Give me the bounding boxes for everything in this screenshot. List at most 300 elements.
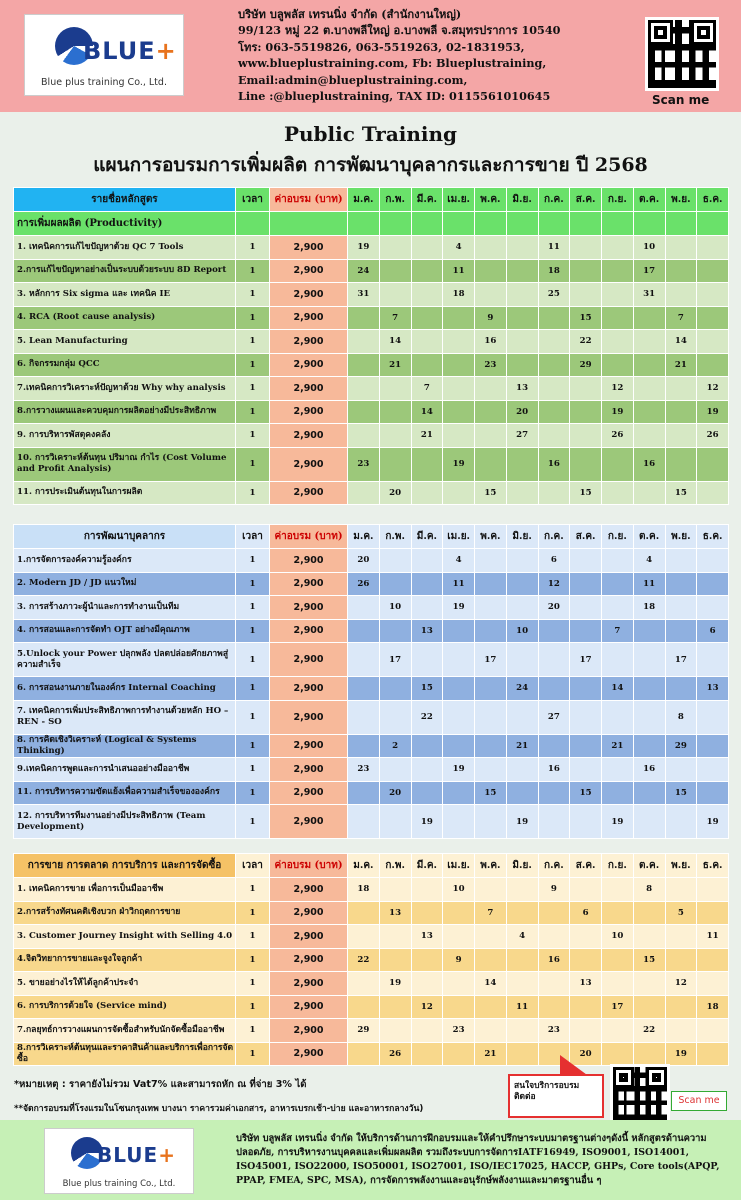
schedule-date: [697, 330, 729, 354]
table-row: [14, 424, 729, 448]
column-header-month: พ.ย.: [665, 525, 697, 549]
table-row: [14, 572, 729, 596]
course-fee: 2,900: [270, 377, 348, 401]
schedule-date: 29: [665, 734, 697, 758]
schedule-date: [697, 549, 729, 573]
table-row: [14, 447, 729, 481]
schedule-date: 17: [379, 643, 411, 677]
schedule-date: [538, 677, 570, 701]
column-header-month: พ.ย.: [665, 188, 697, 212]
schedule-date: [443, 972, 475, 996]
schedule-date: [665, 283, 697, 307]
schedule-date: [538, 643, 570, 677]
course-fee: 2,900: [270, 995, 348, 1019]
schedule-date: [411, 781, 443, 805]
schedule-date: 20: [379, 781, 411, 805]
course-duration: 1: [236, 572, 270, 596]
schedule-date: 16: [538, 758, 570, 782]
hr-development-schedule-table: [13, 524, 729, 839]
schedule-date: 13: [411, 619, 443, 643]
schedule-date: 15: [633, 948, 665, 972]
schedule-date: [506, 572, 538, 596]
schedule-date: 15: [570, 481, 602, 505]
course-fee: 2,900: [270, 781, 348, 805]
schedule-date: 13: [379, 901, 411, 925]
schedule-date: 8: [665, 700, 697, 734]
course-name: 6. การสอนงานภายในองค์กร Internal Coaching: [14, 677, 236, 701]
section-title-spacer: [665, 212, 697, 236]
table-row: [14, 259, 729, 283]
course-name: 2. Modern JD / JD แนวใหม่: [14, 572, 236, 596]
schedule-date: [475, 925, 507, 949]
section-title-spacer: [475, 212, 507, 236]
schedule-date: 19: [379, 972, 411, 996]
schedule-date: [697, 758, 729, 782]
course-name: 7.เทคนิคการวิเคราะห์ปัญหาด้วย Why why analysis: [14, 377, 236, 401]
column-header-month: ม.ค.: [348, 188, 380, 212]
schedule-date: 21: [665, 353, 697, 377]
table-row: [14, 1042, 729, 1066]
schedule-date: [475, 377, 507, 401]
course-fee: 2,900: [270, 400, 348, 424]
schedule-date: [348, 995, 380, 1019]
schedule-date: [475, 619, 507, 643]
section-title-row: [14, 212, 729, 236]
section-title-spacer: [411, 212, 443, 236]
table-row: [14, 901, 729, 925]
schedule-date: [665, 549, 697, 573]
schedule-date: [633, 805, 665, 839]
course-name: 5.Unlock your Power ปลุกพลัง ปลดปล่อยศักยภาพสู่ความสำเร็จ: [14, 643, 236, 677]
schedule-date: 11: [697, 925, 729, 949]
course-fee: 2,900: [270, 948, 348, 972]
sales-marketing-schedule-table: [13, 853, 729, 1066]
company-info: [238, 6, 638, 104]
schedule-date: [570, 596, 602, 620]
schedule-date: [570, 995, 602, 1019]
schedule-date: 7: [379, 306, 411, 330]
schedule-date: [411, 596, 443, 620]
table-row: [14, 549, 729, 573]
table-header-row: [14, 854, 729, 878]
schedule-date: [506, 948, 538, 972]
course-duration: 1: [236, 995, 270, 1019]
schedule-date: 12: [602, 377, 634, 401]
schedule-date: 21: [411, 424, 443, 448]
course-name: 3. Customer Journey Insight with Selling 4.0: [14, 925, 236, 949]
schedule-date: [348, 781, 380, 805]
schedule-date: 18: [633, 596, 665, 620]
course-fee: 2,900: [270, 677, 348, 701]
schedule-date: [697, 700, 729, 734]
schedule-date: [411, 758, 443, 782]
schedule-date: 17: [602, 995, 634, 1019]
schedule-date: [348, 353, 380, 377]
course-name: 4. การสอนและการจัดทำ OJT อย่างมีคุณภาพ: [14, 619, 236, 643]
schedule-date: [348, 901, 380, 925]
schedule-date: 20: [570, 1042, 602, 1066]
course-duration: 1: [236, 1042, 270, 1066]
course-fee: 2,900: [270, 549, 348, 573]
schedule-date: 21: [506, 734, 538, 758]
schedule-date: [475, 236, 507, 260]
schedule-date: [411, 481, 443, 505]
schedule-date: [665, 925, 697, 949]
schedule-date: [348, 400, 380, 424]
table-row: [14, 377, 729, 401]
schedule-date: 7: [411, 377, 443, 401]
course-duration: 1: [236, 549, 270, 573]
schedule-date: [570, 734, 602, 758]
schedule-date: [697, 259, 729, 283]
schedule-date: [475, 677, 507, 701]
column-header-month: ก.พ.: [379, 188, 411, 212]
column-header-month: ก.ย.: [602, 854, 634, 878]
section-title-spacer: [443, 212, 475, 236]
course-fee: 2,900: [270, 1042, 348, 1066]
schedule-date: [411, 948, 443, 972]
section-title-spacer: [602, 212, 634, 236]
schedule-date: [506, 596, 538, 620]
logo-wordmark: BLUE+: [97, 1143, 176, 1167]
schedule-date: [411, 330, 443, 354]
course-fee: 2,900: [270, 353, 348, 377]
schedule-date: 23: [475, 353, 507, 377]
schedule-date: 25: [538, 283, 570, 307]
schedule-date: 11: [633, 572, 665, 596]
schedule-date: 19: [348, 236, 380, 260]
course-fee: 2,900: [270, 700, 348, 734]
schedule-date: [538, 377, 570, 401]
schedule-date: [665, 447, 697, 481]
schedule-date: 10: [443, 878, 475, 902]
schedule-date: [602, 948, 634, 972]
column-header-month: มิ.ย.: [506, 854, 538, 878]
logo-wordmark: BLUE+: [83, 37, 177, 65]
logo-tagline: Blue plus training Co., Ltd.: [41, 77, 167, 88]
schedule-date: 14: [665, 330, 697, 354]
column-header-time: เวลา: [236, 854, 270, 878]
schedule-date: [570, 758, 602, 782]
company-info-line: บริษัท บลูพลัส เทรนนิ่ง จำกัด (สำนักงานใหญ่): [238, 7, 462, 21]
course-name: 6. กิจกรรมกลุ่ม QCC: [14, 353, 236, 377]
course-fee: 2,900: [270, 643, 348, 677]
column-header-month: ต.ค.: [633, 188, 665, 212]
schedule-date: 20: [538, 596, 570, 620]
schedule-date: [443, 1042, 475, 1066]
schedule-date: [411, 1042, 443, 1066]
schedule-date: 12: [411, 995, 443, 1019]
schedule-date: [348, 619, 380, 643]
column-header-fee: ค่าอบรม (บาท): [270, 188, 348, 212]
schedule-date: 13: [411, 925, 443, 949]
schedule-date: [570, 572, 602, 596]
schedule-date: [348, 596, 380, 620]
schedule-date: [411, 447, 443, 481]
column-header-month: ก.ย.: [602, 525, 634, 549]
schedule-date: [348, 424, 380, 448]
schedule-date: [443, 901, 475, 925]
course-name: 9.เทคนิคการพูดและการนำเสนออย่างมืออาชีพ: [14, 758, 236, 782]
schedule-date: [570, 700, 602, 734]
course-duration: 1: [236, 377, 270, 401]
schedule-date: [570, 447, 602, 481]
schedule-date: [570, 948, 602, 972]
course-duration: 1: [236, 353, 270, 377]
table-row: [14, 283, 729, 307]
schedule-date: [602, 878, 634, 902]
schedule-date: 15: [665, 781, 697, 805]
schedule-date: [570, 925, 602, 949]
course-name: 2.การสร้างทัศนคติเชิงบวก ฝ่าวิกฤตการขาย: [14, 901, 236, 925]
schedule-date: 23: [538, 1019, 570, 1043]
schedule-date: [443, 925, 475, 949]
schedule-date: 14: [379, 330, 411, 354]
schedule-date: [475, 424, 507, 448]
column-header-month: ส.ค.: [570, 854, 602, 878]
schedule-date: [697, 948, 729, 972]
schedule-date: [602, 549, 634, 573]
course-name: 11. การประเมินต้นทุนในการผลิต: [14, 481, 236, 505]
schedule-date: [475, 758, 507, 782]
column-header-month: ธ.ค.: [697, 854, 729, 878]
column-header-month: ก.ค.: [538, 525, 570, 549]
schedule-date: 4: [443, 549, 475, 573]
course-duration: 1: [236, 259, 270, 283]
schedule-date: [697, 572, 729, 596]
course-name: 4.จิตวิทยาการขายและจูงใจลูกค้า: [14, 948, 236, 972]
course-duration: 1: [236, 925, 270, 949]
schedule-date: [475, 283, 507, 307]
schedule-date: 15: [665, 481, 697, 505]
schedule-date: [665, 619, 697, 643]
schedule-date: [506, 901, 538, 925]
course-duration: 1: [236, 283, 270, 307]
schedule-date: 6: [697, 619, 729, 643]
schedule-date: 14: [475, 972, 507, 996]
schedule-date: [570, 424, 602, 448]
column-header-fee: ค่าอบรม (บาท): [270, 525, 348, 549]
schedule-date: [538, 805, 570, 839]
table-row: [14, 306, 729, 330]
schedule-date: [665, 677, 697, 701]
qr-code-icon[interactable]: [645, 17, 719, 91]
column-header-month: ม.ค.: [348, 525, 380, 549]
schedule-date: 21: [602, 734, 634, 758]
schedule-date: 6: [570, 901, 602, 925]
course-duration: 1: [236, 643, 270, 677]
course-duration: 1: [236, 948, 270, 972]
schedule-date: 15: [570, 781, 602, 805]
schedule-date: [506, 878, 538, 902]
schedule-date: [443, 677, 475, 701]
course-name: 9. การบริหารพัสดุคงคลัง: [14, 424, 236, 448]
column-header-month: ส.ค.: [570, 188, 602, 212]
schedule-date: 4: [506, 925, 538, 949]
section-title-spacer: [270, 212, 348, 236]
column-header-time: เวลา: [236, 525, 270, 549]
schedule-date: [411, 1019, 443, 1043]
schedule-date: 18: [348, 878, 380, 902]
schedule-date: [665, 805, 697, 839]
schedule-date: 19: [506, 805, 538, 839]
schedule-date: [697, 878, 729, 902]
schedule-date: [538, 734, 570, 758]
section-title-spacer: [236, 212, 270, 236]
schedule-date: [697, 643, 729, 677]
footer-banner: [0, 1120, 741, 1200]
course-fee: 2,900: [270, 596, 348, 620]
schedule-date: [379, 283, 411, 307]
schedule-date: [633, 330, 665, 354]
section-title-spacer: [697, 212, 729, 236]
schedule-date: 16: [538, 447, 570, 481]
schedule-date: [443, 400, 475, 424]
schedule-date: [602, 596, 634, 620]
schedule-date: [570, 400, 602, 424]
schedule-date: [665, 236, 697, 260]
course-fee: 2,900: [270, 306, 348, 330]
course-duration: 1: [236, 306, 270, 330]
schedule-date: [697, 481, 729, 505]
schedule-date: 14: [411, 400, 443, 424]
qr-code-icon[interactable]: [610, 1064, 670, 1124]
schedule-date: 7: [665, 306, 697, 330]
table-row: [14, 948, 729, 972]
table-row: [14, 781, 729, 805]
schedule-date: [475, 948, 507, 972]
schedule-date: [538, 781, 570, 805]
schedule-date: [538, 330, 570, 354]
schedule-date: 10: [633, 236, 665, 260]
schedule-date: [633, 643, 665, 677]
schedule-date: 23: [348, 447, 380, 481]
contact-callout: สนใจบริการอบรมติดต่อ: [508, 1074, 604, 1118]
schedule-date: 15: [475, 781, 507, 805]
course-name: 10. การวิเคราะห์ต้นทุน ปริมาณ กำไร (Cost Volume and Profit Analysis): [14, 447, 236, 481]
schedule-date: 17: [475, 643, 507, 677]
schedule-date: [411, 353, 443, 377]
schedule-date: [411, 306, 443, 330]
schedule-date: 29: [348, 1019, 380, 1043]
column-header-month: ก.พ.: [379, 854, 411, 878]
course-fee: 2,900: [270, 805, 348, 839]
schedule-date: [475, 805, 507, 839]
schedule-date: 27: [506, 424, 538, 448]
schedule-date: 10: [379, 596, 411, 620]
schedule-date: 19: [602, 805, 634, 839]
schedule-date: 5: [665, 901, 697, 925]
schedule-date: [348, 330, 380, 354]
course-duration: 1: [236, 447, 270, 481]
section-title-spacer: [538, 212, 570, 236]
column-header-month: มิ.ย.: [506, 188, 538, 212]
schedule-date: 31: [633, 283, 665, 307]
schedule-date: [633, 734, 665, 758]
schedule-date: [697, 236, 729, 260]
course-duration: 1: [236, 400, 270, 424]
schedule-date: [538, 353, 570, 377]
course-duration: 1: [236, 972, 270, 996]
schedule-date: [443, 995, 475, 1019]
schedule-date: [665, 758, 697, 782]
table-row: [14, 878, 729, 902]
course-fee: 2,900: [270, 758, 348, 782]
schedule-date: 31: [348, 283, 380, 307]
schedule-date: [602, 972, 634, 996]
schedule-date: [348, 306, 380, 330]
schedule-date: 18: [443, 283, 475, 307]
schedule-date: [633, 424, 665, 448]
schedule-date: 4: [633, 549, 665, 573]
course-fee: 2,900: [270, 283, 348, 307]
schedule-date: [506, 330, 538, 354]
company-info-line: Email:admin@blueplustraining.com,: [238, 72, 468, 87]
schedule-date: 26: [379, 1042, 411, 1066]
schedule-date: [411, 878, 443, 902]
scan-me-label: Scan me: [652, 93, 710, 107]
schedule-date: 11: [443, 572, 475, 596]
schedule-date: [633, 781, 665, 805]
schedule-date: [665, 596, 697, 620]
course-name: 1.การจัดการองค์ความรู้องค์กร: [14, 549, 236, 573]
schedule-date: 15: [475, 481, 507, 505]
course-name: 2.การแก้ไขปัญหาอย่างเป็นระบบด้วยระบบ 8D Report: [14, 259, 236, 283]
schedule-date: [665, 259, 697, 283]
schedule-date: [443, 619, 475, 643]
schedule-date: [379, 948, 411, 972]
table-row: [14, 677, 729, 701]
schedule-date: 2: [379, 734, 411, 758]
schedule-date: [602, 572, 634, 596]
course-fee: 2,900: [270, 901, 348, 925]
column-header-month: เม.ย.: [443, 525, 475, 549]
schedule-date: 22: [348, 948, 380, 972]
table-row: [14, 619, 729, 643]
course-fee: 2,900: [270, 259, 348, 283]
schedule-date: 6: [538, 549, 570, 573]
venue-note: **จัดการอบรมที่โรงแรมในโซนกรุงเทพ บางนา ราคารวมค่าเอกสาร, อาหารเบรกเช้า-บ่าย และอาหารกลางวัน): [14, 1104, 424, 1114]
schedule-date: [665, 995, 697, 1019]
schedule-date: 13: [506, 377, 538, 401]
schedule-date: [633, 995, 665, 1019]
course-name: 5. Lean Manufacturing: [14, 330, 236, 354]
schedule-date: [348, 677, 380, 701]
schedule-date: [379, 549, 411, 573]
schedule-date: [602, 1019, 634, 1043]
schedule-date: [348, 734, 380, 758]
schedule-date: [379, 1019, 411, 1043]
schedule-date: [633, 353, 665, 377]
schedule-date: [506, 306, 538, 330]
schedule-date: [665, 1019, 697, 1043]
course-fee: 2,900: [270, 481, 348, 505]
schedule-date: 17: [665, 643, 697, 677]
schedule-date: [506, 353, 538, 377]
schedule-date: 9: [538, 878, 570, 902]
schedule-date: 15: [570, 306, 602, 330]
schedule-date: [570, 377, 602, 401]
schedule-date: [538, 925, 570, 949]
schedule-date: 14: [602, 677, 634, 701]
schedule-date: [697, 596, 729, 620]
schedule-date: [443, 643, 475, 677]
table-row: [14, 643, 729, 677]
section-title: การเพิ่มผลผลิต (Productivity): [14, 212, 236, 236]
section-title: การพัฒนาบุคลากร: [14, 525, 236, 549]
schedule-date: [633, 1042, 665, 1066]
schedule-date: 9: [443, 948, 475, 972]
